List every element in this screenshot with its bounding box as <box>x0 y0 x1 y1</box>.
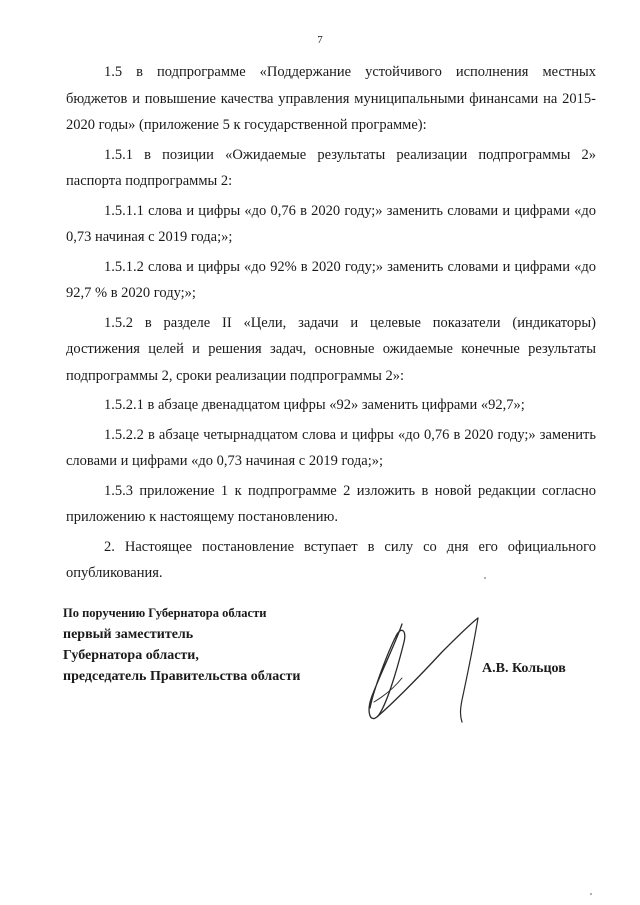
scan-speck <box>484 577 486 579</box>
signature-line-governor: Губернатора области, <box>63 648 199 663</box>
paragraph-1-5-2: 1.5.2 в разделе II «Цели, задачи и целевые показатели (индикаторы) достижения целей и решения задач, основные ожидаемые конечные результаты подпрограммы 2, сроки реализации подпрограммы 2»: <box>66 314 596 384</box>
paragraph-1-5: 1.5 в подпрограмме «Поддержание устойчивого исполнения местных бюджетов и повышение качества управления муниципальными финансами на 2015-2020 годы» (приложение 5 к государственной программе): <box>66 64 596 133</box>
paragraph-2: 2. Настоящее постановление вступает в силу со дня его официального опубликования. <box>66 538 596 581</box>
signer-name: А.В. Кольцов <box>482 661 566 676</box>
page-number: 7 <box>317 34 323 46</box>
signature-line-on-behalf: По поручению Губернатора области <box>63 606 267 620</box>
scan-speck <box>590 893 592 895</box>
paragraph-1-5-3: 1.5.3 приложение 1 к подпрограмме 2 изложить в новой редакции согласно приложению к настоящему постановлению. <box>66 482 596 525</box>
paragraph-1-5-1-1: 1.5.1.1 слова и цифры «до 0,76 в 2020 году;» заменить словами и цифрами «до 0,73 начиная с 2019 года;»; <box>66 202 596 245</box>
signature-block <box>63 603 363 687</box>
paragraph-1-5-1: 1.5.1 в позиции «Ожидаемые результаты реализации подпрограммы 2» паспорта подпрограммы 2: <box>66 146 596 189</box>
signature-line-chairman: председатель Правительства области <box>63 669 301 684</box>
signature-line-position: первый заместитель <box>63 627 194 642</box>
paragraph-1-5-1-2: 1.5.1.2 слова и цифры «до 92% в 2020 году;» заменить словами и цифрами «до 92,7 % в 2020 году;»; <box>66 258 596 301</box>
paragraph-1-5-2-1: 1.5.2.1 в абзаце двенадцатом цифры «92» заменить цифрами «92,7»; <box>104 397 525 413</box>
body-text <box>66 59 596 590</box>
paragraph-1-5-2-2: 1.5.2.2 в абзаце четырнадцатом слова и цифры «до 0,76 в 2020 году;» заменить словами и цифрами «до 0,73 начиная с 2019 года;»; <box>66 426 596 469</box>
handwritten-signature <box>344 612 494 730</box>
